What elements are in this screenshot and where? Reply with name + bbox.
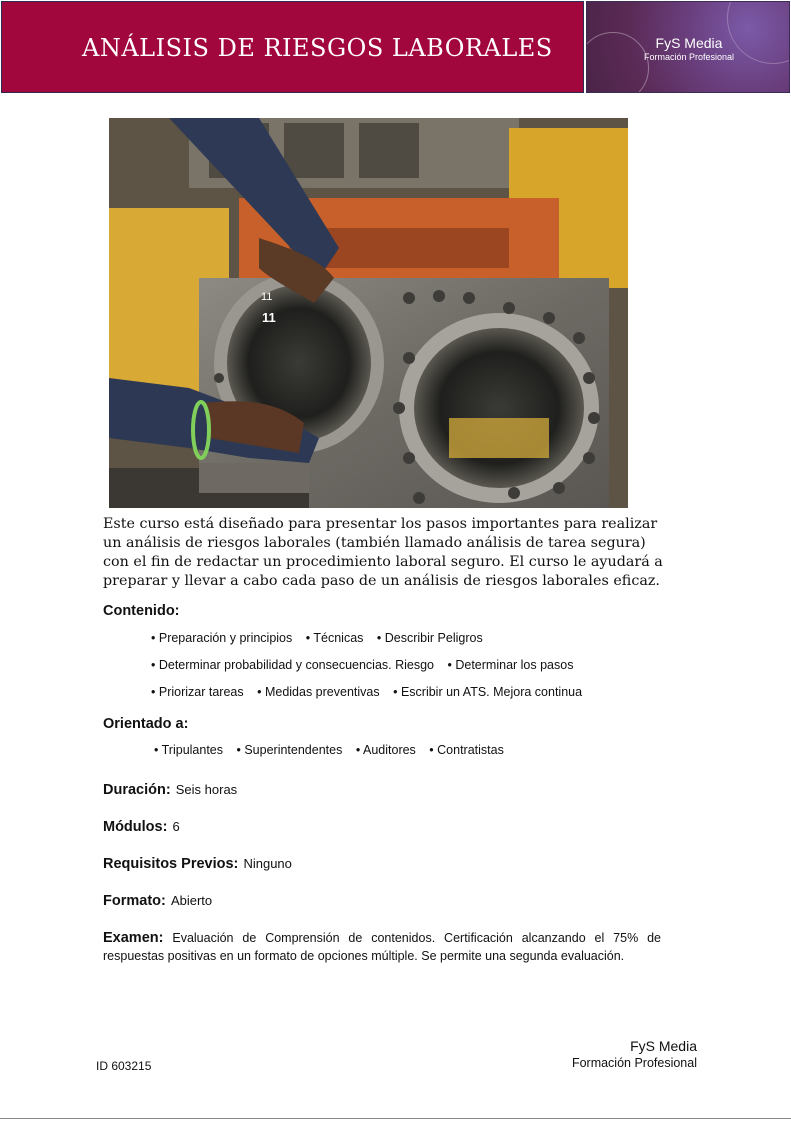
list-item: • Determinar los pasos xyxy=(447,658,574,672)
intro-paragraph: Este curso está diseñado para presentar los pasos importantes para realizar un análisis de riesgos laborales (también llamado análisis de tarea segura) con el fin de redactar un procedimiento laboral seguro. El curso le ayudará a preparar y llevar a cabo cada paso de un análisis de riesgos laborales eficaz. xyxy=(103,516,663,589)
list-item: • Determinar probabilidad y consecuencias. Riesgo xyxy=(151,658,435,672)
duracion-label: Duración: xyxy=(103,782,171,798)
list-item: • Auditores xyxy=(355,743,416,757)
brand-subtitle: Formación Profesional xyxy=(643,52,735,62)
document-id: ID 603215 xyxy=(96,1059,152,1073)
list-item-label: Técnicas xyxy=(313,631,364,645)
footer-brand-subtitle: Formación Profesional xyxy=(571,1056,697,1070)
brand-name: FyS Media xyxy=(655,35,723,51)
list-item: • Describir Peligros xyxy=(376,631,483,645)
duracion-value: Seis horas xyxy=(175,782,238,797)
engine-repair-photo xyxy=(109,118,628,508)
list-item: • Contratistas xyxy=(429,743,504,757)
liner-marking: 11 xyxy=(261,291,273,303)
header-banner xyxy=(0,0,791,95)
list-item-label: Preparación y principios xyxy=(158,631,293,645)
modulos-value: 6 xyxy=(172,819,180,834)
modulos-label: Módulos: xyxy=(103,819,168,835)
brand-panel xyxy=(586,1,790,93)
list-item-label: Determinar los pasos xyxy=(455,658,574,672)
list-item: • Priorizar tareas xyxy=(151,685,244,699)
list-item: • Técnicas xyxy=(305,631,364,645)
contenido-row xyxy=(151,658,583,672)
modulos-line xyxy=(103,816,180,835)
list-item: • Escribir un ATS. Mejora continua xyxy=(393,685,583,699)
contenido-row xyxy=(151,685,592,699)
examen-paragraph xyxy=(103,929,661,965)
contenido-row xyxy=(151,631,493,645)
footer-brand-name: FyS Media xyxy=(630,1038,697,1054)
list-item: • Tripulantes xyxy=(154,743,223,757)
footer-brand xyxy=(572,1038,697,1070)
list-item-label: Tripulantes xyxy=(161,743,223,757)
list-item: • Preparación y principios xyxy=(151,631,293,645)
contenido-label: Contenido: xyxy=(103,603,180,619)
examen-value: Evaluación de Comprensión de contenidos. Certificación alcanzando el 75% de respuestas positivas en un formato de opciones múltiple. Se permite una segunda evaluación. xyxy=(103,931,661,963)
list-item: • Superintendentes xyxy=(236,743,343,757)
list-item-label: Superintendentes xyxy=(244,743,343,757)
requisitos-line xyxy=(103,853,292,872)
list-item-label: Describir Peligros xyxy=(384,631,483,645)
examen-label: Examen: xyxy=(103,930,164,946)
duracion-line xyxy=(103,779,237,798)
formato-line xyxy=(103,890,212,909)
page-title: ANÁLISIS DE RIESGOS LABORALES xyxy=(82,34,553,62)
liner-marking: 11 xyxy=(262,310,276,325)
requisitos-label: Requisitos Previos: xyxy=(103,856,239,872)
orientado-row xyxy=(154,743,514,757)
formato-value: Abierto xyxy=(170,893,213,908)
formato-label: Formato: xyxy=(103,893,166,909)
bottom-divider xyxy=(0,1118,791,1119)
list-item-label: Auditores xyxy=(363,743,416,757)
list-item: • Medidas preventivas xyxy=(257,685,380,699)
title-panel xyxy=(1,1,584,93)
engine-photo-svg xyxy=(109,118,628,508)
list-item-label: Contratistas xyxy=(437,743,504,757)
list-item-label: Priorizar tareas xyxy=(158,685,244,699)
list-item-label: Determinar probabilidad y consecuencias. Riesgo xyxy=(158,658,435,672)
list-item-label: Medidas preventivas xyxy=(264,685,380,699)
list-item-label: Escribir un ATS. Mejora continua xyxy=(400,685,583,699)
orientado-label: Orientado a: xyxy=(103,716,189,732)
requisitos-value: Ninguno xyxy=(243,856,292,871)
